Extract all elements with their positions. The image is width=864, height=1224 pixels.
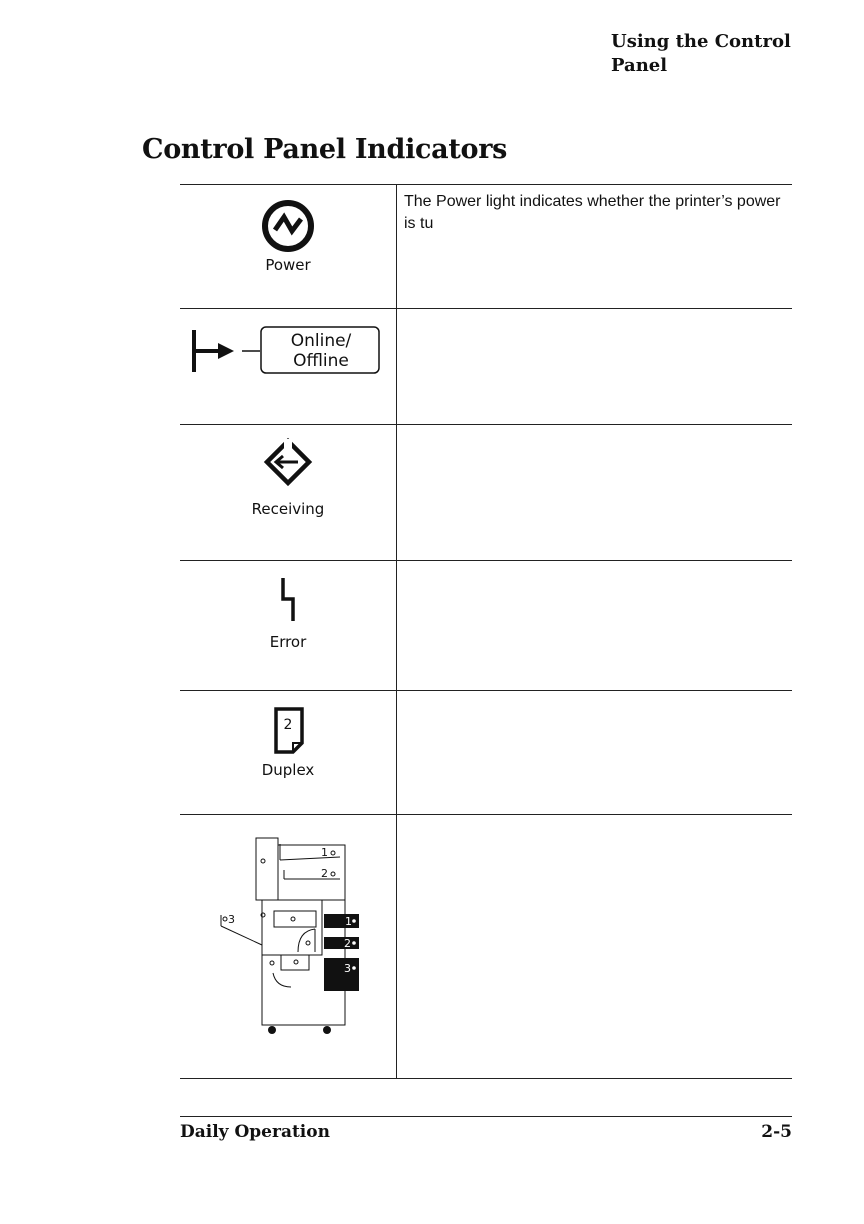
indicator-description — [397, 691, 792, 814]
icon-cell — [180, 561, 397, 690]
receiving-icon — [180, 425, 396, 560]
table-row-power — [180, 184, 792, 308]
input-tray-3-label: 3 — [344, 962, 351, 975]
indicator-table — [180, 184, 792, 1079]
duplex-digit: 2 — [283, 717, 293, 733]
footer-divider — [180, 1116, 792, 1117]
indicator-label: Duplex — [261, 761, 315, 779]
icon-cell — [180, 425, 397, 560]
output-tray-1-label: 1 — [321, 846, 328, 859]
duplex-icon — [180, 691, 396, 814]
icon-cell — [180, 815, 397, 1078]
table-row-receiving — [180, 424, 792, 560]
running-head-line2: Panel — [611, 55, 668, 76]
printer-tray-diagram-icon — [180, 815, 396, 1078]
power-icon — [180, 185, 396, 308]
page-title: Control Panel Indicators — [142, 134, 508, 165]
indicator-description — [397, 561, 792, 690]
footer-section-title: Daily Operation — [180, 1122, 330, 1142]
indicator-label: Power — [265, 256, 311, 274]
table-row-online-offline — [180, 308, 792, 424]
running-head-line1: Using the Control — [611, 31, 791, 52]
indicator-label: Receiving — [251, 500, 325, 518]
running-head — [611, 30, 811, 78]
footer-page-number: 2-5 — [761, 1122, 792, 1142]
input-tray-2-label: 2 — [344, 937, 351, 950]
indicator-description — [397, 815, 792, 1078]
icon-cell — [180, 185, 397, 308]
online-offline-label-line2: Offline — [293, 351, 349, 371]
icon-cell — [180, 309, 397, 424]
table-row-duplex — [180, 690, 792, 814]
input-tray-1-label: 1 — [345, 915, 352, 928]
online-offline-key-icon — [180, 309, 396, 424]
indicator-description — [397, 425, 792, 560]
online-offline-label-line1: Online/ — [290, 331, 352, 351]
table-row-tray-diagram — [180, 814, 792, 1079]
table-row-error — [180, 560, 792, 690]
error-icon — [180, 561, 396, 690]
indicator-description — [397, 309, 792, 424]
icon-cell — [180, 691, 397, 814]
indicator-description: The Power light indicates whether the printer’s power is tu — [404, 193, 781, 232]
output-tray-2-label: 2 — [321, 867, 328, 880]
indicator-label: Error — [269, 633, 307, 651]
manual-feed-3-label: 3 — [228, 913, 235, 926]
